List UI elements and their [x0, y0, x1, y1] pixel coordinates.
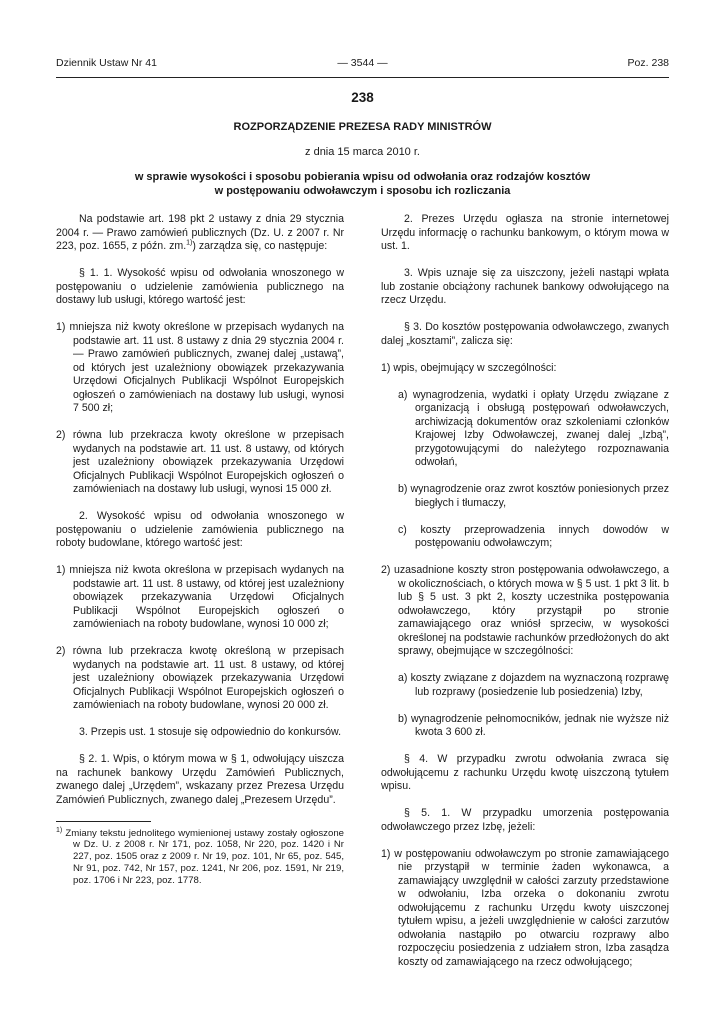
paragraph-1-2-point-2: 2) równa lub przekracza kwotę określoną w przepisach wydanych na podstawie art. 11 ust. 8 ustawy, od której jest uzależniony obowiązek przekazywania Urzędowi Oficjalnych Publikacji Wspólnot Europejskich ogłoszeń o zamówieniach na roboty budowlane, wynosi 20 000 zł. — [56, 645, 344, 711]
act-date: z dnia 15 marca 2010 r. — [305, 146, 420, 158]
act-subject-line-1: w sprawie wysokości i sposobu pobierania wpisu od odwołania oraz rodzajów kosztów — [134, 171, 591, 183]
paragraph-3-point-1-b: b) wynagrodzenie oraz zwrot kosztów poniesionych przez biegłych i tłumaczy, — [398, 483, 669, 509]
paragraph-3-point-2: 2) uzasadnione koszty stron postępowania odwoławczego, a w okolicznościach, o których mowa w § 5 ust. 1 pkt 3 lit. b lub § 5 ust. 3 pkt 2, koszty uczestnika postępowania odwoławczego, który przystąpił po stronie zamawiającego oraz wniósł sprzeciw, w wysokości określonej na podstawie rachunków przedłożonych do akt sprawy, obejmujące w szczególności: — [381, 564, 669, 657]
journal-name: Dziennik Ustaw Nr 41 — [56, 57, 157, 69]
right-column — [381, 213, 669, 983]
paragraph-2-1: § 2. 1. Wpis, o którym mowa w § 1, odwołujący uiszcza na rachunek bankowy Urzędu Zamówień Publicznych, zwanego dalej „Urzędem”, wskazany przez Prezesa Urzędu Zamówień Publicznych, zwanego dalej „Prezesem Urzędu”. — [56, 753, 344, 806]
page-number: — 3544 — — [337, 57, 388, 69]
paragraph-2-3: 3. Wpis uznaje się za uiszczony, jeżeli nastąpi wpłata lub zostanie obciążony rachunek bankowy odwołującego na rzecz Urzędu. — [381, 267, 669, 306]
paragraph-3-point-1-a: a) wynagrodzenia, wydatki i opłaty Urzędu związane z organizacją i obsługą postępowań odwoławczych, archiwizacją dokumentów oraz szkoleniami członków Krajowej Izby Odwoławczej, zwanej dalej „Izbą”, przygotowującymi do należytego rozpoznawania odwołań, — [398, 388, 669, 468]
act-subject-line-2: w postępowaniu odwoławczym i sposobu ich rozliczania — [214, 184, 511, 197]
footnote-text: Zmiany tekstu jednolitego wymienionej ustawy zostały ogłoszone w Dz. U. z 2008 r. Nr 171, poz. 1058, Nr 220, poz. 1420 i Nr 227, poz. 1505 oraz z 2009 r. Nr 19, poz. 101, Nr 65, poz. 545, Nr 91, poz. 742, Nr 157, poz. 1241, Nr 206, poz. 1591, Nr 219, poz. 1706 i Nr 223, poz. 1778. — [65, 827, 344, 886]
paragraph-1-1: § 1. 1. Wysokość wpisu od odwołania wnoszonego w postępowaniu o udzielenie zamówienia publicznego na dostawy lub usługi, którego wartość jest: — [56, 267, 344, 306]
footnote — [56, 828, 344, 887]
paragraph-3-point-2-a: a) koszty związane z dojazdem na wyznaczoną rozprawę lub rozprawy (posiedzenie lub posiedzenia) Izby, — [398, 672, 669, 698]
paragraph-3-point-1: 1) wpis, obejmujący w szczególności: — [381, 361, 557, 374]
paragraph-1-1-point-1: 1) mniejsza niż kwoty określone w przepisach wydanych na podstawie art. 11 ust. 8 ustawy z dnia 29 stycznia 2004 r. — Prawo zamówień publicznych, zwanej dalej „ustawą”, od których jest uzależniony obowiązek przekazywania Urzędowi Oficjalnych Publikacji Wspólnot Europejskich ogłoszeń o zamówieniach na dostawy lub usługi, wynosi 7 500 zł; — [56, 321, 344, 414]
left-column — [56, 213, 344, 900]
paragraph-1-1-point-2: 2) równa lub przekracza kwoty określone w przepisach wydanych na podstawie art. 11 ust. 8 ustawy, od których jest uzależniony obowiązek przekazywania Urzędowi Oficjalnych Publikacji Wspólnot Europejskich ogłoszeń o zamówieniach na dostawy lub usługi, wynosi 15 000 zł. — [56, 429, 344, 495]
header-rule — [56, 77, 669, 78]
paragraph-1-3: 3. Przepis ust. 1 stosuje się odpowiednio do konkursów. — [79, 726, 342, 738]
intro-paragraph — [56, 213, 344, 254]
position-number: Poz. 238 — [627, 57, 669, 69]
act-subject — [80, 171, 645, 198]
paragraph-5-1-point-1: 1) w postępowaniu odwoławczym po stronie zamawiającego nie przystąpił w terminie żaden wykonawca, a zamawiający uwzględnił w całości zarzuty przedstawione w odwołaniu, Izba orzeka o dokonaniu zwrotu odwołującemu z rachunku Urzędu kwoty uiszczonej tytułem wpisu, a jeżeli uwzględnienie w całości zarzutów odwołania nastąpiło po otwarciu rozprawy albo rozpoczęciu posiedzenia z udziałem stron, Izba zasądza koszty od zamawiającego na rzecz odwołującego; — [381, 847, 669, 968]
paragraph-1-2: 2. Wysokość wpisu od odwołania wnoszonego w postępowaniu o udzielenie zamówienia publicznego na roboty budowlane, którego wartość jest: — [56, 510, 344, 549]
paragraph-3: § 3. Do kosztów postępowania odwoławczego, zwanych dalej „kosztami”, zalicza się: — [381, 321, 669, 347]
paragraph-4: § 4. W przypadku zwrotu odwołania zwraca się odwołującemu z rachunku Urzędu kwotę uiszczoną tytułem wpisu. — [381, 753, 669, 792]
paragraph-3-point-2-b: b) wynagrodzenie pełnomocników, jednak nie wyższe niż kwota 3 600 zł. — [398, 712, 669, 738]
footnote-mark: 1) — [56, 826, 63, 834]
footnote-ref: 1) — [186, 239, 193, 247]
intro-text-b: ) zarządza się, co następuje: — [192, 240, 328, 252]
act-number: 238 — [351, 90, 374, 105]
intro-text-a: Na podstawie art. 198 pkt 2 ustawy z dnia 29 stycznia 2004 r. — Prawo zamówień publicznych (Dz. U. z 2007 r. Nr 223, poz. 1655, z późn. zm. — [56, 213, 344, 252]
footnote-rule — [56, 821, 151, 822]
paragraph-5-1: § 5. 1. W przypadku umorzenia postępowania odwoławczego przez Izbę, jeżeli: — [381, 807, 669, 833]
paragraph-1-2-point-1: 1) mniejsza niż kwota określona w przepisach wydanych na podstawie art. 11 ust. 8 ustawy, od której jest uzależniony obowiązek przekazywania Urzędowi Oficjalnych Publikacji Wspólnot Europejskich ogłoszeń o zamówieniach na roboty budowlane, wynosi 10 000 zł; — [56, 564, 344, 630]
paragraph-3-point-1-c: c) koszty przeprowadzenia innych dowodów w postępowaniu odwoławczym; — [398, 523, 669, 549]
act-title: ROZPORZĄDZENIE PREZESA RADY MINISTRÓW — [233, 121, 492, 133]
page-header — [56, 57, 669, 71]
paragraph-2-2: 2. Prezes Urzędu ogłasza na stronie internetowej Urzędu informację o rachunku bankowym, o którym mowa w ust. 1. — [381, 213, 669, 252]
